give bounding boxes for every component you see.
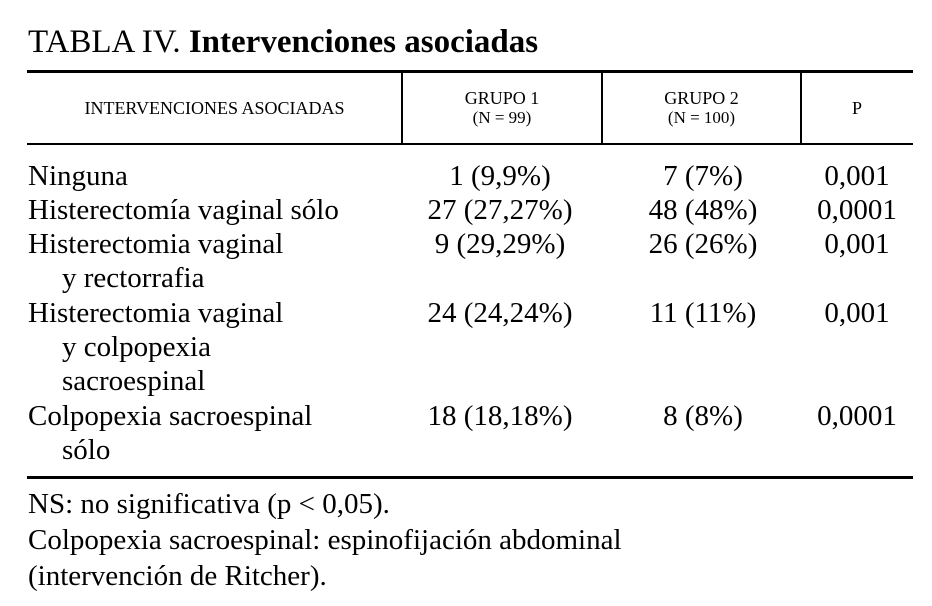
row-label-line: Histerectomia vaginal: [28, 297, 284, 329]
header-rule: [27, 143, 913, 145]
table-cell-p: 0,0001: [817, 400, 897, 432]
header-group-1-n: (N = 99): [472, 108, 532, 127]
table-cell-group-1: 27 (27,27%): [427, 194, 573, 226]
row-label-line: y colpopexia: [62, 331, 211, 363]
header-p: [802, 73, 912, 143]
header-group-2-n: (N = 100): [667, 108, 736, 127]
table-cell-group-1: 1 (9,9%): [449, 160, 551, 192]
table-footnotes: [28, 486, 622, 594]
table-cell-group-2: 48 (48%): [648, 194, 758, 226]
footnote-line: Colpopexia sacroespinal: espinofijación abdominal: [28, 524, 622, 556]
row-label-line: Histerectomía vaginal sólo: [28, 194, 339, 226]
table-caption: Intervenciones asociadas: [180, 24, 539, 60]
row-label-line: Colpopexia sacroespinal: [28, 400, 313, 432]
row-label-line: sacroespinal: [62, 365, 206, 397]
header-interventions-label: INTERVENCIONES ASOCIADAS: [84, 98, 345, 118]
table-cell-p: 0,001: [824, 160, 890, 192]
table-row-label: [28, 399, 312, 467]
header-group-2-label: GRUPO 2: [664, 88, 739, 108]
table-cell-group-1: 18 (18,18%): [427, 400, 573, 432]
table-cell-group-2: 7 (7%): [663, 160, 743, 192]
table-number: TABLA IV.: [28, 24, 181, 60]
row-label-line: sólo: [62, 434, 111, 466]
footnote-line: (intervención de Ritcher).: [28, 560, 327, 592]
bottom-rule: [27, 476, 913, 479]
table-cell-p: 0,001: [824, 297, 890, 329]
header-group-1: [403, 73, 601, 143]
table-cell-group-1: 24 (24,24%): [427, 297, 573, 329]
row-label-line: Histerectomia vaginal: [28, 228, 284, 260]
row-label-line: y rectorrafia: [62, 262, 205, 294]
header-group-1-label: GRUPO 1: [464, 88, 540, 108]
table-cell-p: 0,0001: [817, 194, 897, 226]
table-cell-group-2: 8 (8%): [663, 400, 743, 432]
table-cell-group-2: 11 (11%): [649, 297, 757, 329]
table-cell-p: 0,001: [824, 228, 890, 260]
table-row-label: [28, 227, 283, 295]
header-group-2: [603, 73, 800, 143]
header-interventions: [28, 73, 401, 143]
footnote-line: NS: no significativa (p < 0,05).: [28, 488, 390, 520]
row-label-line: Ninguna: [28, 160, 128, 192]
table-cell-group-2: 26 (26%): [648, 228, 758, 260]
table-row-label: [28, 193, 339, 227]
header-p-label: P: [851, 98, 862, 118]
table-cell-group-1: 9 (29,29%): [434, 228, 566, 260]
table-row-label: [28, 159, 128, 193]
table-title: [28, 22, 538, 62]
table-row-label: [28, 296, 283, 398]
